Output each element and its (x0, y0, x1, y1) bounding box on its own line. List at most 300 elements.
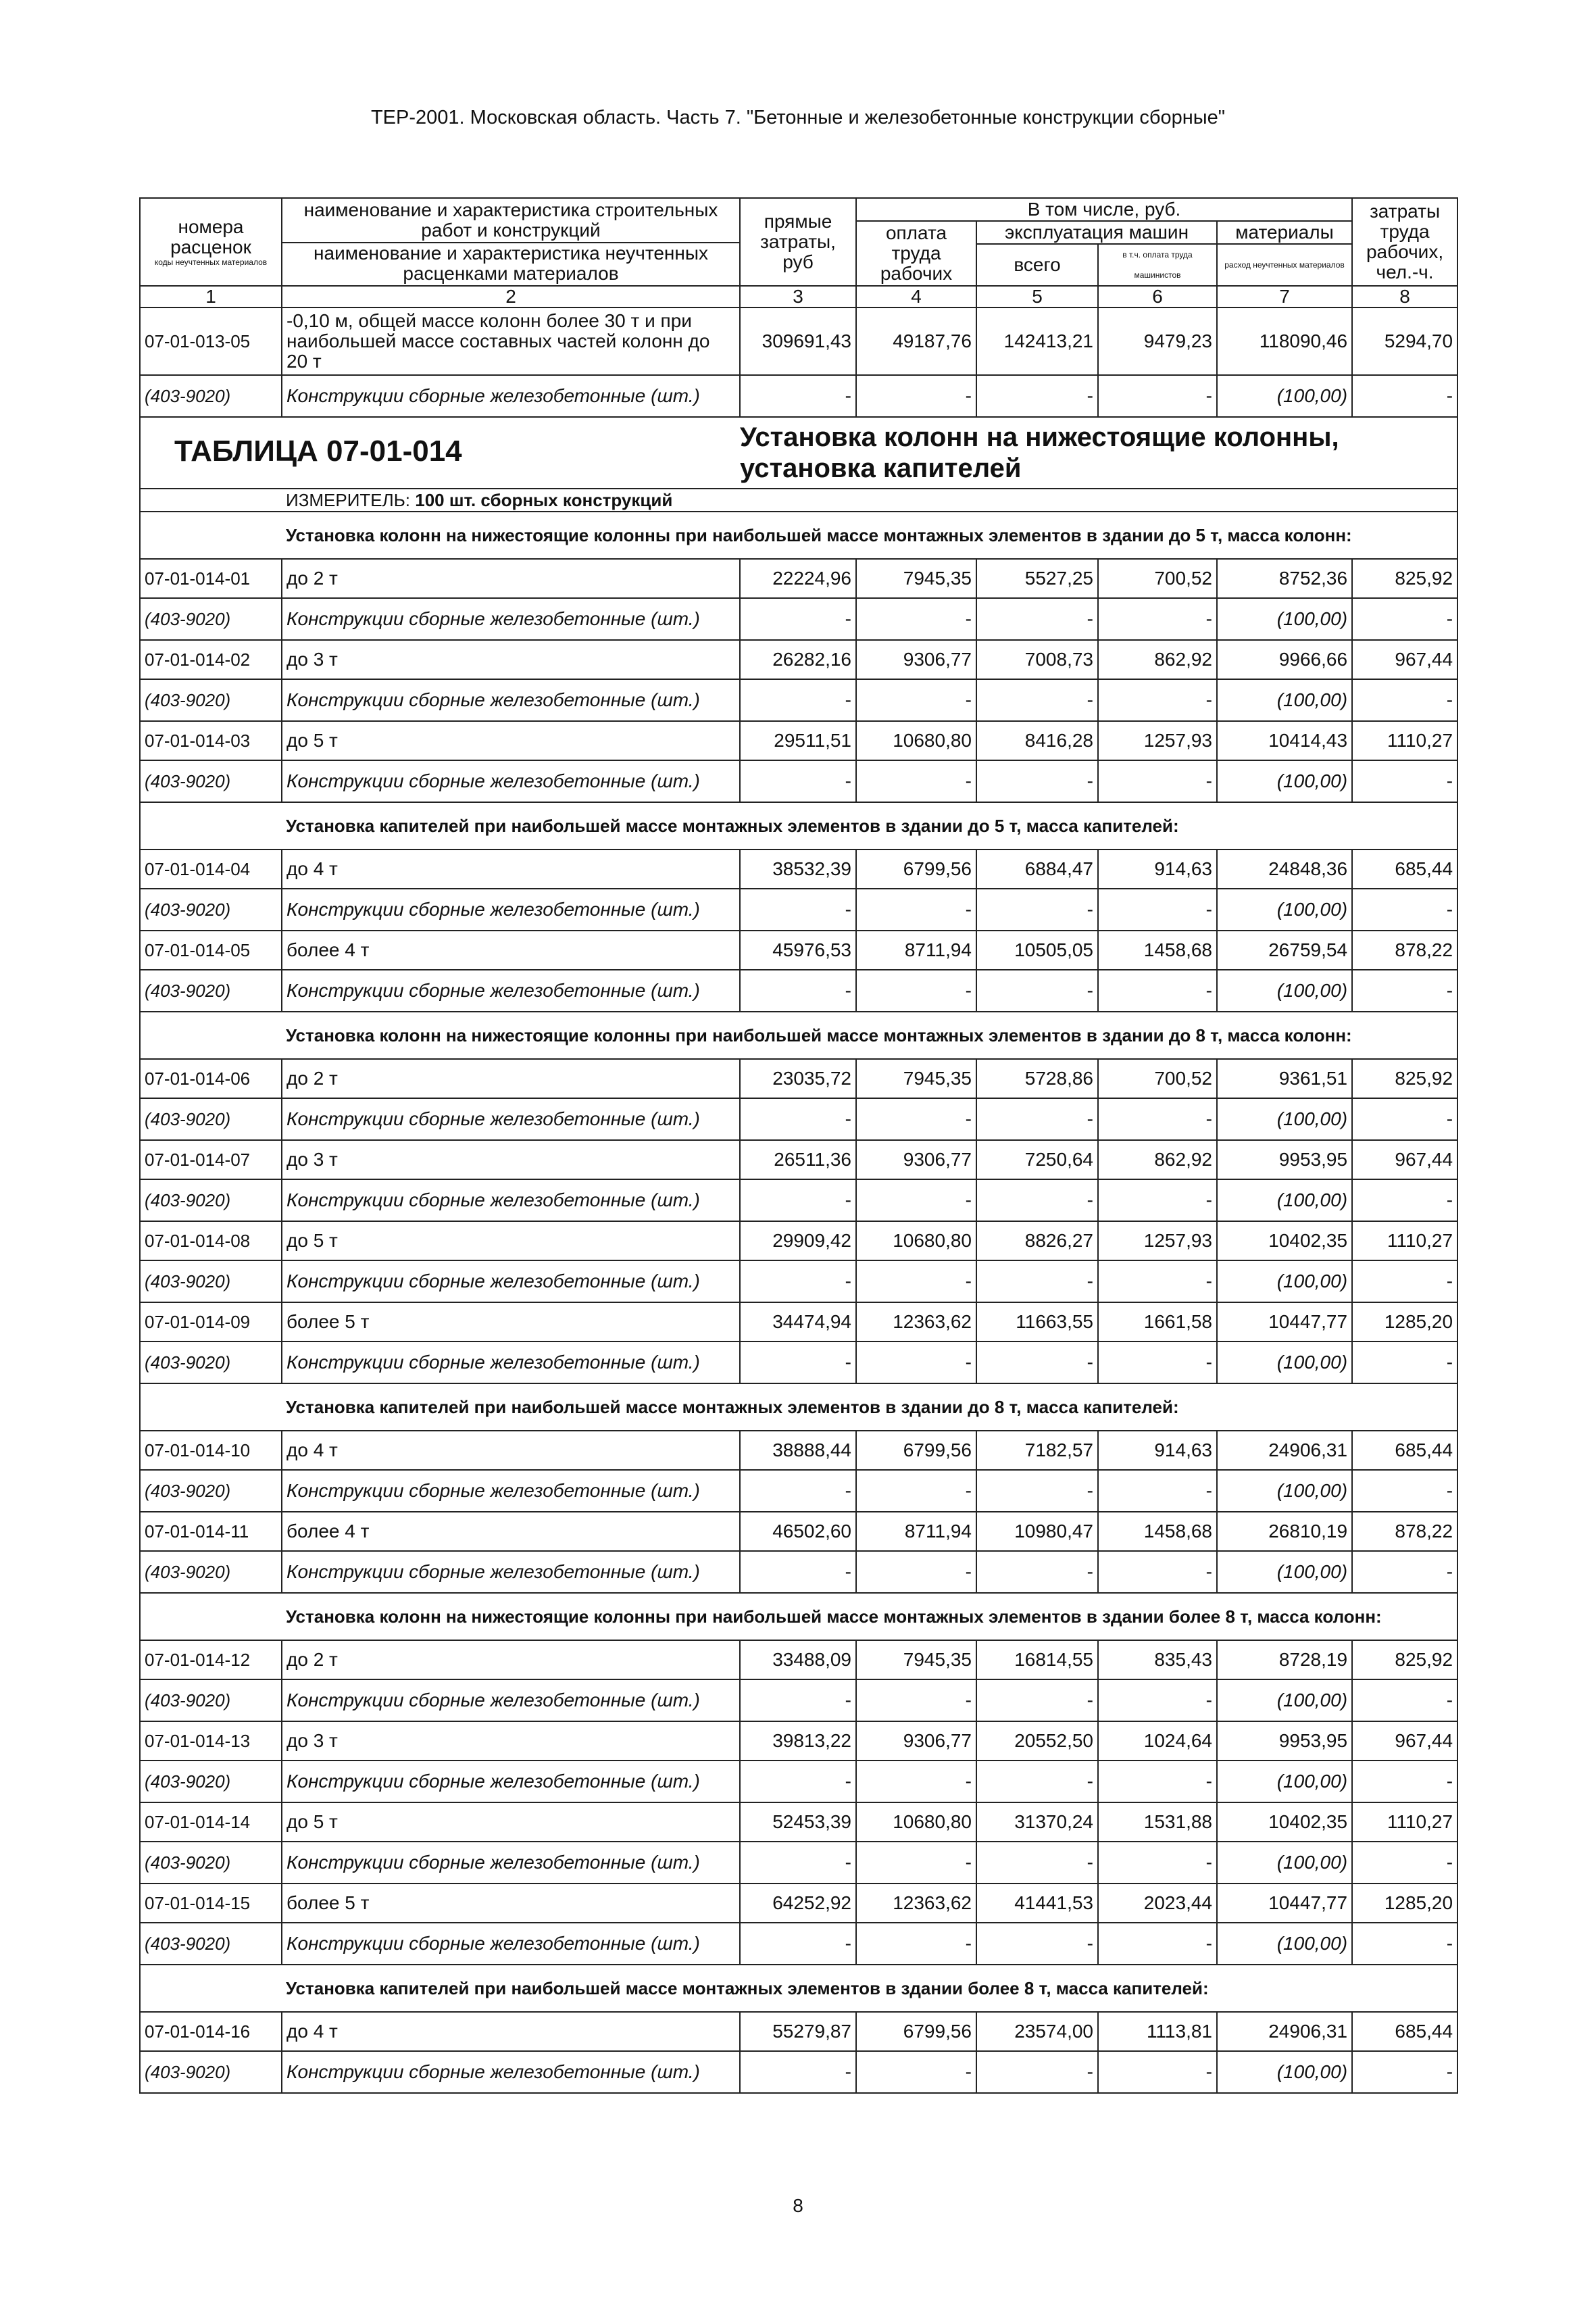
rate-desc: более 4 т (282, 931, 740, 970)
rate-mach: 23574,00 (976, 2012, 1098, 2051)
material-code: (403-9020) (140, 598, 282, 640)
rate-row (140, 1802, 1457, 1842)
header-numbers: номера расценок коды неучтенных материалов (140, 198, 282, 286)
rate-direct: 23035,72 (740, 1059, 856, 1098)
rate-direct: 45976,53 (740, 931, 856, 970)
dash-cell: - (740, 679, 856, 721)
material-desc: Конструкции сборные железобетонные (шт.) (282, 1470, 740, 1512)
rate-row (140, 2012, 1457, 2051)
rate-labor: 1110,27 (1352, 1221, 1457, 1260)
rate-row (140, 1640, 1457, 1679)
dash-cell: - (856, 889, 976, 931)
rate-code: 07-01-014-05 (140, 931, 282, 970)
rate-materials: 8728,19 (1217, 1640, 1352, 1679)
rate-mach: 6884,47 (976, 850, 1098, 889)
dash-cell: - (1352, 1923, 1457, 1965)
rate-desc: до 5 т (282, 721, 740, 760)
dash-cell: - (856, 1923, 976, 1965)
rate-pay: 9306,77 (856, 1140, 976, 1179)
material-desc: Конструкции сборные железобетонные (шт.) (282, 1761, 740, 1802)
rate-mach: 11663,55 (976, 1302, 1098, 1341)
dash-cell: - (856, 2051, 976, 2093)
material-code: (403-9020) (140, 760, 282, 802)
rate-row (140, 1140, 1457, 1179)
dash-cell: - (1098, 889, 1217, 931)
material-qty: (100,00) (1217, 1761, 1352, 1802)
material-desc: Конструкции сборные железобетонные (шт.) (282, 760, 740, 802)
rate-mach: 10505,05 (976, 931, 1098, 970)
rate-pay: 9306,77 (856, 1721, 976, 1761)
dash-cell: - (976, 1260, 1098, 1302)
dash-cell: - (856, 1470, 976, 1512)
rate-labor: 825,92 (1352, 559, 1457, 598)
dash-cell: - (1098, 1761, 1217, 1802)
rate-code: 07-01-014-11 (140, 1512, 282, 1551)
header-labor: затраты труда рабочих, чел.-ч. (1352, 198, 1457, 286)
dash-cell: - (856, 1842, 976, 1884)
rate-pay: 12363,62 (856, 1884, 976, 1923)
rate-desc: до 5 т (282, 1802, 740, 1842)
rate-direct: 34474,94 (740, 1302, 856, 1341)
material-code: (403-9020) (140, 1260, 282, 1302)
prev-material-row: (403-9020) Конструкции сборные железобетонные (шт.) - - - - (100,00) - (140, 375, 1457, 417)
rate-mach: 7182,57 (976, 1431, 1098, 1470)
rate-labor: 878,22 (1352, 931, 1457, 970)
section-title: Установка капителей при наибольшей массе монтажных элементов в здании до 8 т, масса капителей: (282, 1383, 1457, 1431)
section-title: Установка колонн на нижестоящие колонны при наибольшей массе монтажных элементов в здании до 8 т, масса колонн: (282, 1012, 1457, 1059)
dash-cell: - (976, 1551, 1098, 1593)
material-row (140, 1341, 1457, 1383)
dash-cell: - (1098, 2051, 1217, 2093)
dash-cell: - (1352, 1098, 1457, 1140)
material-row (140, 598, 1457, 640)
dash-cell: - (976, 1761, 1098, 1802)
dash-cell: - (1352, 2051, 1457, 2093)
dash-cell: - (976, 1098, 1098, 1140)
rate-code: 07-01-014-02 (140, 640, 282, 679)
dash-cell: - (740, 1470, 856, 1512)
rate-mach: 5527,25 (976, 559, 1098, 598)
header-direct: прямые затраты, руб (740, 198, 856, 286)
rate-code: 07-01-013-05 (140, 307, 282, 375)
rate-labor: 825,92 (1352, 1059, 1457, 1098)
rate-code: 07-01-014-09 (140, 1302, 282, 1341)
rate-mach: 10980,47 (976, 1512, 1098, 1551)
rate-pay: 6799,56 (856, 850, 976, 889)
material-code: (403-9020) (140, 1179, 282, 1221)
material-code: (403-9020) (140, 1761, 282, 1802)
rate-direct: 26282,16 (740, 640, 856, 679)
dash-cell: - (1098, 1098, 1217, 1140)
material-row (140, 1260, 1457, 1302)
material-code: (403-9020) (140, 889, 282, 931)
material-desc: Конструкции сборные железобетонные (шт.) (282, 1098, 740, 1140)
dash-cell: - (856, 1179, 976, 1221)
rate-code: 07-01-014-08 (140, 1221, 282, 1260)
dash-cell: - (1098, 1179, 1217, 1221)
dash-cell: - (740, 1098, 856, 1140)
dash-cell: - (1352, 889, 1457, 931)
rate-direct: 33488,09 (740, 1640, 856, 1679)
material-row (140, 1470, 1457, 1512)
meter-row (140, 489, 1457, 512)
dash-cell: - (976, 1341, 1098, 1383)
material-code: (403-9020) (140, 679, 282, 721)
rate-labor: 967,44 (1352, 1140, 1457, 1179)
rate-mach: 20552,50 (976, 1721, 1098, 1761)
dash-cell: - (1098, 1679, 1217, 1721)
material-desc: Конструкции сборные железобетонные (шт.) (282, 679, 740, 721)
rate-materials: 10447,77 (1217, 1302, 1352, 1341)
rate-mach-pay: 1531,88 (1098, 1802, 1217, 1842)
rate-desc: -0,10 м, общей массе колонн более 30 т и при наибольшей массе составных частей колонн до 20 т (282, 307, 740, 375)
rate-desc: до 2 т (282, 559, 740, 598)
material-desc: Конструкции сборные железобетонные (шт.) (282, 1923, 740, 1965)
material-row (140, 889, 1457, 931)
header-including: В том числе, руб. (856, 198, 1352, 221)
dash-cell: - (856, 1761, 976, 1802)
dash-cell: - (976, 1179, 1098, 1221)
rate-materials: 10402,35 (1217, 1221, 1352, 1260)
section-header (140, 802, 1457, 850)
section-title: Установка капителей при наибольшей массе монтажных элементов в здании более 8 т, масса капителей: (282, 1965, 1457, 2012)
rate-pay: 7945,35 (856, 559, 976, 598)
material-row (140, 679, 1457, 721)
table-id: ТАБЛИЦА 07-01-014 (174, 434, 462, 468)
dash-cell: - (1098, 760, 1217, 802)
rate-pay: 6799,56 (856, 2012, 976, 2051)
rate-desc: более 5 т (282, 1302, 740, 1341)
rate-pay: 6799,56 (856, 1431, 976, 1470)
rate-row (140, 1302, 1457, 1341)
material-desc: Конструкции сборные железобетонные (шт.) (282, 1842, 740, 1884)
rate-mach: 7008,73 (976, 640, 1098, 679)
dash-cell: - (740, 1179, 856, 1221)
dash-cell: - (1098, 598, 1217, 640)
dash-cell: - (856, 598, 976, 640)
material-row (140, 1842, 1457, 1884)
rate-mach-pay: 914,63 (1098, 1431, 1217, 1470)
material-desc: Конструкции сборные железобетонные (шт.) (282, 889, 740, 931)
dash-cell: - (976, 598, 1098, 640)
section-header (140, 512, 1457, 559)
rate-code: 07-01-014-12 (140, 1640, 282, 1679)
rate-row (140, 1059, 1457, 1098)
dash-cell: - (856, 1679, 976, 1721)
rate-mach-pay: 2023,44 (1098, 1884, 1217, 1923)
rate-labor: 825,92 (1352, 1640, 1457, 1679)
rate-direct: 22224,96 (740, 559, 856, 598)
rate-code: 07-01-014-06 (140, 1059, 282, 1098)
rate-code: 07-01-014-01 (140, 559, 282, 598)
section-title: Установка капителей при наибольшей массе монтажных элементов в здании до 5 т, масса капителей: (282, 802, 1457, 850)
dash-cell: - (976, 760, 1098, 802)
dash-cell: - (1352, 1842, 1457, 1884)
rate-code: 07-01-014-14 (140, 1802, 282, 1842)
material-code: (403-9020) (140, 1551, 282, 1593)
prev-rate-row: 07-01-013-05 -0,10 м, общей массе колонн более 30 т и при наибольшей массе составных частей колонн до 20 т 309691,43 49187,76 142413,21 9479,23 118090,46 5294,70 (140, 307, 1457, 375)
rate-mach-pay: 914,63 (1098, 850, 1217, 889)
material-code: (403-9020) (140, 1679, 282, 1721)
rate-mach-pay: 862,92 (1098, 640, 1217, 679)
rate-desc: более 5 т (282, 1884, 740, 1923)
rate-pay: 10680,80 (856, 1802, 976, 1842)
dash-cell: - (740, 1341, 856, 1383)
rate-code: 07-01-014-03 (140, 721, 282, 760)
dash-cell: - (740, 889, 856, 931)
section-header (140, 1965, 1457, 2012)
rate-row (140, 1512, 1457, 1551)
rate-materials: 9953,95 (1217, 1140, 1352, 1179)
dash-cell: - (1352, 1341, 1457, 1383)
rate-row (140, 850, 1457, 889)
rate-code: 07-01-014-15 (140, 1884, 282, 1923)
material-qty: (100,00) (1217, 1551, 1352, 1593)
material-desc: Конструкции сборные железобетонные (шт.) (282, 1260, 740, 1302)
rate-pay: 7945,35 (856, 1640, 976, 1679)
material-qty: (100,00) (1217, 1179, 1352, 1221)
section-header (140, 1383, 1457, 1431)
header-name-sub: наименование и характеристика неучтенных расценками материалов (282, 242, 739, 284)
header-numbers-sub: коды неучтенных материалов (154, 257, 268, 267)
dash-cell: - (856, 1551, 976, 1593)
rate-mach: 31370,24 (976, 1802, 1098, 1842)
material-qty: (100,00) (1217, 1923, 1352, 1965)
rate-mach-pay: 700,52 (1098, 1059, 1217, 1098)
material-qty: (100,00) (1217, 970, 1352, 1012)
dash-cell: - (976, 679, 1098, 721)
dash-cell: - (740, 970, 856, 1012)
material-desc: Конструкции сборные железобетонные (шт.) (282, 970, 740, 1012)
rate-direct: 29511,51 (740, 721, 856, 760)
rate-materials: 26759,54 (1217, 931, 1352, 970)
rates-table (139, 197, 1458, 2094)
dash-cell: - (1098, 1341, 1217, 1383)
rate-pay: 7945,35 (856, 1059, 976, 1098)
rate-labor: 685,44 (1352, 1431, 1457, 1470)
header-labor-pay: оплата труда рабочих (856, 221, 976, 286)
rate-desc: до 5 т (282, 1221, 740, 1260)
rate-materials: 10402,35 (1217, 1802, 1352, 1842)
rate-direct: 38888,44 (740, 1431, 856, 1470)
rate-code: 07-01-014-16 (140, 2012, 282, 2051)
rate-labor: 685,44 (1352, 850, 1457, 889)
rate-pay: 10680,80 (856, 1221, 976, 1260)
rate-materials: 10414,43 (1217, 721, 1352, 760)
rate-mach: 8416,28 (976, 721, 1098, 760)
rate-row (140, 1221, 1457, 1260)
rate-direct: 52453,39 (740, 1802, 856, 1842)
dash-cell: - (976, 2051, 1098, 2093)
material-qty: (100,00) (1217, 598, 1352, 640)
material-code: (403-9020) (140, 1470, 282, 1512)
dash-cell: - (976, 1842, 1098, 1884)
rate-code: 07-01-014-04 (140, 850, 282, 889)
rate-labor: 685,44 (1352, 2012, 1457, 2051)
rate-direct: 38532,39 (740, 850, 856, 889)
material-qty: (100,00) (1217, 679, 1352, 721)
material-code: (403-9020) (140, 1341, 282, 1383)
dash-cell: - (976, 970, 1098, 1012)
rate-desc: до 3 т (282, 1140, 740, 1179)
rate-labor: 967,44 (1352, 640, 1457, 679)
rate-pay: 8711,94 (856, 1512, 976, 1551)
section-header (140, 1593, 1457, 1640)
section-title: Установка колонн на нижестоящие колонны при наибольшей массе монтажных элементов в здании до 5 т, масса колонн: (282, 512, 1457, 559)
material-qty: (100,00) (1217, 1260, 1352, 1302)
material-code: (403-9020) (140, 1842, 282, 1884)
rate-pay: 12363,62 (856, 1302, 976, 1341)
dash-cell: - (740, 1260, 856, 1302)
material-qty: (100,00) (1217, 1098, 1352, 1140)
rate-mach: 16814,55 (976, 1640, 1098, 1679)
rate-direct: 64252,92 (740, 1884, 856, 1923)
section-header (140, 1012, 1457, 1059)
material-code: (403-9020) (140, 970, 282, 1012)
material-qty: (100,00) (1217, 1842, 1352, 1884)
rate-direct: 39813,22 (740, 1721, 856, 1761)
dash-cell: - (1352, 598, 1457, 640)
dash-cell: - (856, 1341, 976, 1383)
rate-desc: до 4 т (282, 850, 740, 889)
material-desc: Конструкции сборные железобетонные (шт.) (282, 1679, 740, 1721)
rate-row (140, 721, 1457, 760)
material-qty: (100,00) (1217, 889, 1352, 931)
rate-mach: 41441,53 (976, 1884, 1098, 1923)
rate-desc: до 4 т (282, 1431, 740, 1470)
material-code: (403-9020) (140, 1098, 282, 1140)
rate-materials: 9966,66 (1217, 640, 1352, 679)
rate-labor: 1285,20 (1352, 1302, 1457, 1341)
header-materials: материалы (1217, 221, 1352, 244)
material-qty: (100,00) (1217, 1341, 1352, 1383)
dash-cell: - (1352, 1551, 1457, 1593)
rate-mach-pay: 1257,93 (1098, 721, 1217, 760)
dash-cell: - (856, 970, 976, 1012)
material-row (140, 1179, 1457, 1221)
rate-direct: 29909,42 (740, 1221, 856, 1260)
rate-mach-pay: 700,52 (1098, 559, 1217, 598)
dash-cell: - (976, 1679, 1098, 1721)
document-title: ТЕР-2001. Московская область. Часть 7. "Бетонные и железобетонные конструкции сборные" (370, 107, 1226, 128)
material-code: (403-9020) (140, 2051, 282, 2093)
rate-row (140, 640, 1457, 679)
material-row (140, 1923, 1457, 1965)
rate-mach-pay: 1257,93 (1098, 1221, 1217, 1260)
table-title-row (140, 417, 1457, 489)
dash-cell: - (976, 1923, 1098, 1965)
rate-materials: 9953,95 (1217, 1721, 1352, 1761)
material-row (140, 1098, 1457, 1140)
dash-cell: - (1098, 1470, 1217, 1512)
dash-cell: - (1352, 1679, 1457, 1721)
rate-row (140, 1721, 1457, 1761)
rate-pay: 8711,94 (856, 931, 976, 970)
rate-pay: 10680,80 (856, 721, 976, 760)
rate-code: 07-01-014-07 (140, 1140, 282, 1179)
header-machines: эксплуатация машин (976, 221, 1217, 244)
dash-cell: - (1352, 1260, 1457, 1302)
rate-direct: 26511,36 (740, 1140, 856, 1179)
dash-cell: - (740, 1923, 856, 1965)
material-row (140, 1679, 1457, 1721)
rate-mach-pay: 1458,68 (1098, 931, 1217, 970)
material-qty: (100,00) (1217, 1679, 1352, 1721)
material-qty: (100,00) (1217, 2051, 1352, 2093)
rate-row (140, 931, 1457, 970)
rate-direct: 55279,87 (740, 2012, 856, 2051)
rate-mach: 5728,86 (976, 1059, 1098, 1098)
rate-materials: 9361,51 (1217, 1059, 1352, 1098)
rate-mach-pay: 1458,68 (1098, 1512, 1217, 1551)
rate-direct: 46502,60 (740, 1512, 856, 1551)
material-desc: Конструкции сборные железобетонные (шт.) (282, 1341, 740, 1383)
dash-cell: - (740, 1761, 856, 1802)
header-materials-sub: расход неучтенных материалов (1217, 244, 1352, 286)
dash-cell: - (1352, 1470, 1457, 1512)
rate-materials: 24906,31 (1217, 2012, 1352, 2051)
dash-cell: - (1352, 1179, 1457, 1221)
material-qty: (100,00) (1217, 1470, 1352, 1512)
rate-mach: 7250,64 (976, 1140, 1098, 1179)
rate-labor: 1110,27 (1352, 721, 1457, 760)
rate-row (140, 1431, 1457, 1470)
rate-row (140, 559, 1457, 598)
section-title: Установка колонн на нижестоящие колонны при наибольшей массе монтажных элементов в здании более 8 т, масса колонн: (282, 1593, 1457, 1640)
dash-cell: - (740, 760, 856, 802)
dash-cell: - (1098, 1551, 1217, 1593)
dash-cell: - (856, 760, 976, 802)
rate-desc: до 2 т (282, 1059, 740, 1098)
material-desc: Конструкции сборные железобетонные (шт.) (282, 2051, 740, 2093)
dash-cell: - (740, 598, 856, 640)
rate-materials: 26810,19 (1217, 1512, 1352, 1551)
header-name: наименование и характеристика строительных работ и конструкций наименование и характеристика неучтенных расценками материалов (282, 198, 740, 286)
rate-labor: 967,44 (1352, 1721, 1457, 1761)
rate-mach-pay: 835,43 (1098, 1640, 1217, 1679)
material-row (140, 1551, 1457, 1593)
rate-mach-pay: 1113,81 (1098, 2012, 1217, 2051)
material-row (140, 970, 1457, 1012)
rate-materials: 10447,77 (1217, 1884, 1352, 1923)
page-number: 8 (793, 2195, 803, 2216)
dash-cell: - (740, 2051, 856, 2093)
dash-cell: - (1098, 1842, 1217, 1884)
rate-labor: 878,22 (1352, 1512, 1457, 1551)
rate-desc: до 3 т (282, 640, 740, 679)
dash-cell: - (1098, 1923, 1217, 1965)
material-qty: (100,00) (1217, 760, 1352, 802)
table-title: Установка колонн на нижестоящие колонны, установка капителей (740, 422, 1339, 483)
rate-mach-pay: 1024,64 (1098, 1721, 1217, 1761)
column-numbers-row: 1 2 3 4 5 6 7 8 (140, 286, 1457, 307)
dash-cell: - (1352, 1761, 1457, 1802)
rate-materials: 24848,36 (1217, 850, 1352, 889)
material-code: (403-9020) (140, 1923, 282, 1965)
material-desc: Конструкции сборные железобетонные (шт.) (282, 598, 740, 640)
rate-mach: 8826,27 (976, 1221, 1098, 1260)
rate-labor: 1285,20 (1352, 1884, 1457, 1923)
rate-code: 07-01-014-13 (140, 1721, 282, 1761)
material-row (140, 2051, 1457, 2093)
header-machines-pay: в т.ч. оплата труда машинистов (1098, 244, 1217, 286)
dash-cell: - (1352, 970, 1457, 1012)
material-row (140, 760, 1457, 802)
dash-cell: - (1098, 679, 1217, 721)
dash-cell: - (740, 1551, 856, 1593)
rate-code: 07-01-014-10 (140, 1431, 282, 1470)
material-row (140, 1761, 1457, 1802)
